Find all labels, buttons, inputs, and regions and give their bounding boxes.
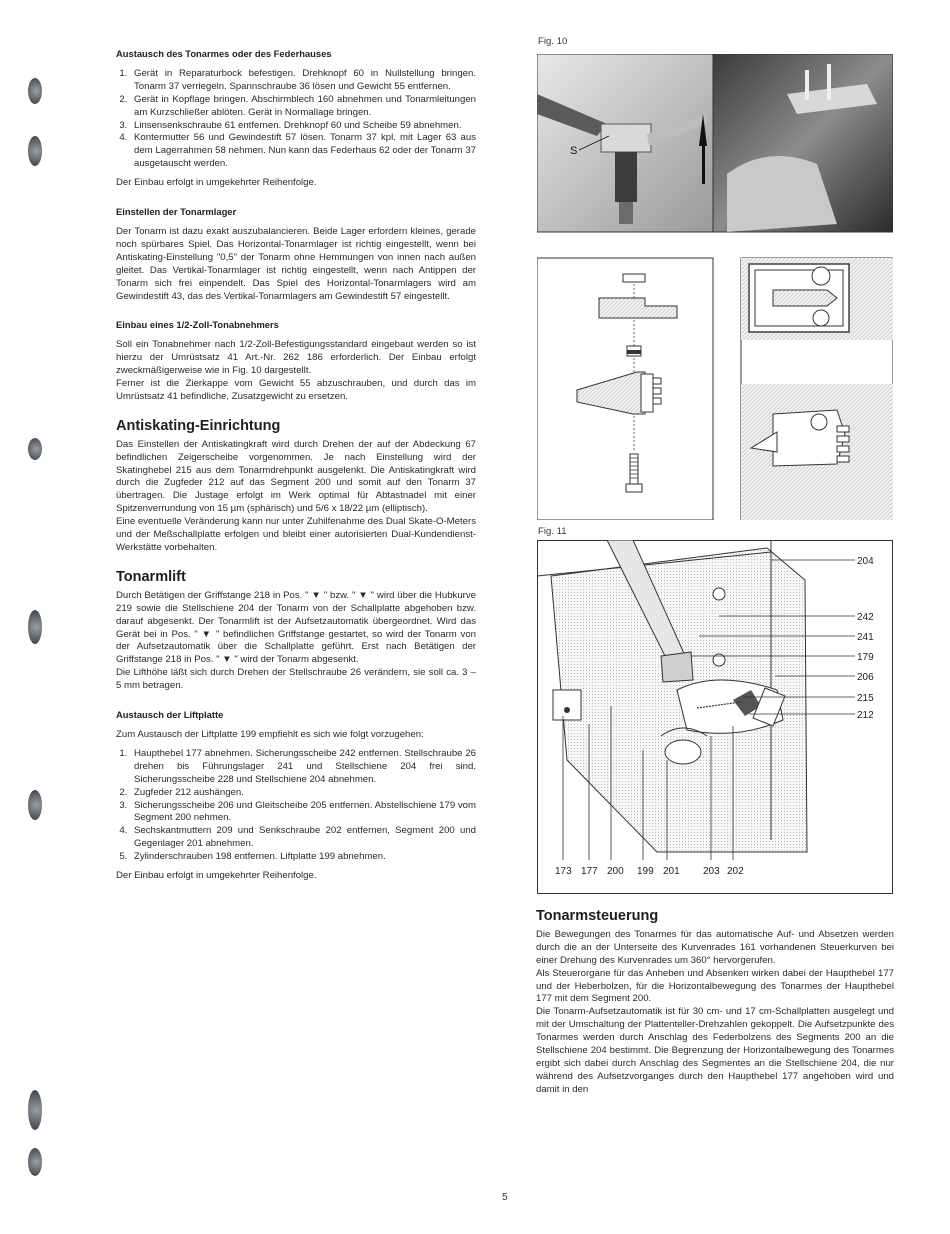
paragraph: Als Steuerorgane für das Anheben und Absenken wirken dabei der Haupthebel 177 und der Heberbolzen, für die Horizontalbewegung des Tonarmes der Haupthebel 177 mit dem Segment 200. bbox=[536, 967, 894, 1005]
list-item: 1. Haupthebel 177 abnehmen. Sicherungsscheibe 242 entfernen. Stellschraube 26 drehen bis Führungslager 241 und Stellschiene 204 frei sind. Sicherungsscheibe 228 und Stellschiene 204 abnehmen. bbox=[130, 748, 476, 787]
paragraph: Der Tonarm ist dazu exakt auszubalancieren. Beide Lager erfordern kleines, gerade noch spürbares Spiel. Das Horizontal-Tonarmlager ist richtig eingestellt, wenn bei Antiskating-Einstellung "0,5" der Tonarm ohne Hemmungen von innen nach außen gleitet. Das Vertikal-Tonarmlager ist richtig eingestellt, wenn nach Antippen der Tonarm sich frei einpendelt. Das Spiel des Horizontal-Tonarmlagers wird am Gewindestift 43, das des Vertikal-Tonarmlagers am Gewindestift 57 eingestellt. bbox=[116, 225, 476, 302]
section-antiskating bbox=[116, 417, 476, 555]
fig10-s-label: S bbox=[570, 145, 578, 157]
page-number: 5 bbox=[502, 1192, 508, 1203]
fig11-label-177: 177 bbox=[581, 866, 598, 877]
paragraph: Zum Austausch der Liftplatte 199 empfiehlt es sich wie folgt vorzugehen: bbox=[116, 728, 424, 740]
section-heading: Einbau eines 1/2-Zoll-Tonabnehmers bbox=[116, 319, 279, 331]
fig11-label: Fig. 11 bbox=[538, 526, 567, 537]
left-column bbox=[116, 48, 476, 889]
list-item: 2. Gerät in Kopflage bringen. Abschirmblech 160 abnehmen und Tonarmleitungen am Kurzschließer ablöten. Gerät in Normallage bringen. bbox=[130, 94, 476, 120]
paragraph: Ferner ist die Zierkappe vom Gewicht 55 abzuschrauben, und durch das im Umrüstsatz 41 befindliche, Zusatzgewicht zu ersetzen. bbox=[116, 378, 476, 402]
fig11-label-202: 202 bbox=[727, 866, 744, 877]
fig11-label-241: 241 bbox=[857, 632, 874, 643]
list-item: 4. Kontermutter 56 und Gewindestift 57 lösen. Tonarm 37 kpl. mit Lager 63 aus dem Lagerrahmen 58 nehmen. Nun kann das Federhaus 62 oder der Tonarm 37 ausgetauscht werden. bbox=[130, 132, 476, 171]
list-item: 5. Zylinderschrauben 198 entfernen. Liftplatte 199 abnehmen. bbox=[130, 851, 476, 864]
fig10-figure bbox=[537, 54, 893, 520]
fig11-figure bbox=[537, 540, 893, 894]
fig10-label: Fig. 10 bbox=[538, 36, 568, 47]
fig11-label-204: 204 bbox=[857, 556, 874, 567]
fig11-drawing bbox=[537, 540, 893, 894]
section-heading: Einstellen der Tonarmlager bbox=[116, 206, 237, 218]
fig11-label-242: 242 bbox=[857, 612, 874, 623]
paragraph: Das Einstellen der Antiskatingkraft wird durch Drehen der auf der Abdeckung 67 befindlichen Zeigerscheibe vorgenommen. Je nach Einstellung wird der Skatinghebel 215 aus dem Tonarmdrehpunkt ausgelenkt. Die Antiskatingkraft wird durch die Zugfeder 212 auf das Segment 200 und somit auf den Tonarm 37 übertragen. Die Justage erfolgt im Werk optimal für Abtastnadel mit einer Spitzenverrundung von 15 µm (sphärisch) und 5/6 x 18/22 µm (elliptisch). bbox=[116, 438, 476, 515]
binding-hole bbox=[28, 1148, 42, 1176]
section-liftplatte bbox=[116, 709, 476, 883]
binding-hole bbox=[28, 790, 42, 820]
fig11-label-173: 173 bbox=[555, 866, 572, 877]
paragraph: Durch Betätigen der Griffstange 218 in Pos. " ▼ " bzw. " ▼ " wird über die Hubkurve 219 sowie die Stellschiene 204 der Tonarm von der Schallplatte abgehoben bzw. darauf abgesenkt. Der Tonarmlift ist der Aufsetzautomatik übergeordnet. Wird das Gerät bei in Pos. " ▼ " befindlichen Griffstange gestartet, so wird der Tonarm von der Aufsetzautomatik über die Schallplatte geführt. Erst nach Betätigen der Griffstange 218 in Pos. " ▼ " wird der Tonarm abgesenkt. bbox=[116, 589, 476, 666]
binding-hole bbox=[28, 438, 42, 460]
section-heading: Austausch des Tonarmes oder des Federhauses bbox=[116, 48, 332, 59]
section-title: Tonarmlift bbox=[116, 568, 186, 585]
section-tonarmlager bbox=[116, 206, 476, 303]
fig11-label-199: 199 bbox=[637, 866, 654, 877]
closing-note: Der Einbau erfolgt in umgekehrter Reihenfolge. bbox=[116, 177, 317, 189]
fig11-label-203: 203 bbox=[703, 866, 720, 877]
fig11-label-212: 212 bbox=[857, 710, 874, 721]
section-tonarm-austausch bbox=[116, 48, 476, 190]
closing-note: Der Einbau erfolgt in umgekehrter Reihenfolge. bbox=[116, 870, 317, 882]
list-item: 3. Sicherungsscheibe 206 und Gleitscheibe 205 entfernen. Abstellschiene 179 vom Segment 200 nehmen. bbox=[130, 800, 476, 826]
paragraph: Die Bewegungen des Tonarmes für das automatische Auf- und Absetzen werden durch die an der Unterseite des Kurvenrades 161 vorhandenen Steuerkurven bei einer Drehung des Kurvenrades um 360° hervorgerufen. bbox=[536, 928, 894, 966]
fig10-drawing bbox=[537, 54, 893, 520]
fig11-label-201: 201 bbox=[663, 866, 680, 877]
steps-list bbox=[116, 748, 476, 864]
list-item: 3. Linsensenkschraube 61 entfernen. Drehknopf 60 und Scheibe 59 abnehmen. bbox=[130, 120, 476, 133]
section-title: Tonarmsteuerung bbox=[536, 908, 659, 924]
paragraph: Die Lifthöhe läßt sich durch Drehen der Stellschraube 26 verändern, sie soll ca. 3 – 5 mm betragen. bbox=[116, 667, 476, 692]
fig11-label-215: 215 bbox=[857, 693, 874, 704]
section-title: Antiskating-Einrichtung bbox=[116, 417, 281, 434]
list-item: 2. Zugfeder 212 aushängen. bbox=[130, 787, 476, 800]
steps-list bbox=[116, 68, 476, 171]
binding-hole bbox=[28, 610, 42, 644]
paragraph: Soll ein Tonabnehmer nach 1/2-Zoll-Befestigungsstandard eingebaut werden so ist hierzu der Umrüstsatz 41 Art.-Nr. 262 186 erforderlich. Der Einbau erfolgt zweckmäßigerweise wie in Fig. 10 dargestellt. bbox=[116, 339, 476, 377]
binding-hole bbox=[28, 78, 42, 104]
fig11-label-206: 206 bbox=[857, 672, 874, 683]
fig11-label-179: 179 bbox=[857, 652, 874, 663]
section-heading: Austausch der Liftplatte bbox=[116, 709, 224, 721]
paragraph: Eine eventuelle Veränderung kann nur unter Zuhilfenahme des Dual Skate-O-Meters und der Meßschallplatte erfolgen und bleibt einer autorisierten Dual-Kundendienst-Werkstätte vorbehalten. bbox=[116, 516, 476, 553]
list-item: 1. Gerät in Reparaturbock befestigen. Drehknopf 60 in Nullstellung bringen. Tonarm 37 verriegeln. Spannschraube 36 lösen und Gewicht 55 entfernen. bbox=[130, 68, 476, 94]
list-item: 4. Sechskantmuttern 209 und Senkschraube 202 entfernen, Segment 200 und Gegenlager 201 abnehmen. bbox=[130, 825, 476, 851]
fig11-label-200: 200 bbox=[607, 866, 624, 877]
paragraph: Die Tonarm-Aufsetzautomatik ist für 30 cm- und 17 cm-Schallplatten ausgelegt und mit der Umschaltung der Plattenteller-Drehzahlen gekoppelt. Die Aufsetzpunkte des Tonarmes werden durch Anschlag des Federbolzens des Segments 200 an die Stellschiene 204 bestimmt. Die Begrenzung der Horizontalbewegung des Tonarmes ergibt sich dabei durch Anschlag des Segmentes an die Stellschiene 204, die nur während des Aufsetzvorganges durch den Haupthebel 177 angehoben wird und damit in den bbox=[536, 1006, 894, 1095]
section-tonarmlift bbox=[116, 568, 476, 693]
section-tonabnehmer-einbau bbox=[116, 319, 476, 403]
right-column bbox=[536, 910, 894, 1103]
binding-hole bbox=[28, 1090, 42, 1130]
binding-hole bbox=[28, 136, 42, 166]
